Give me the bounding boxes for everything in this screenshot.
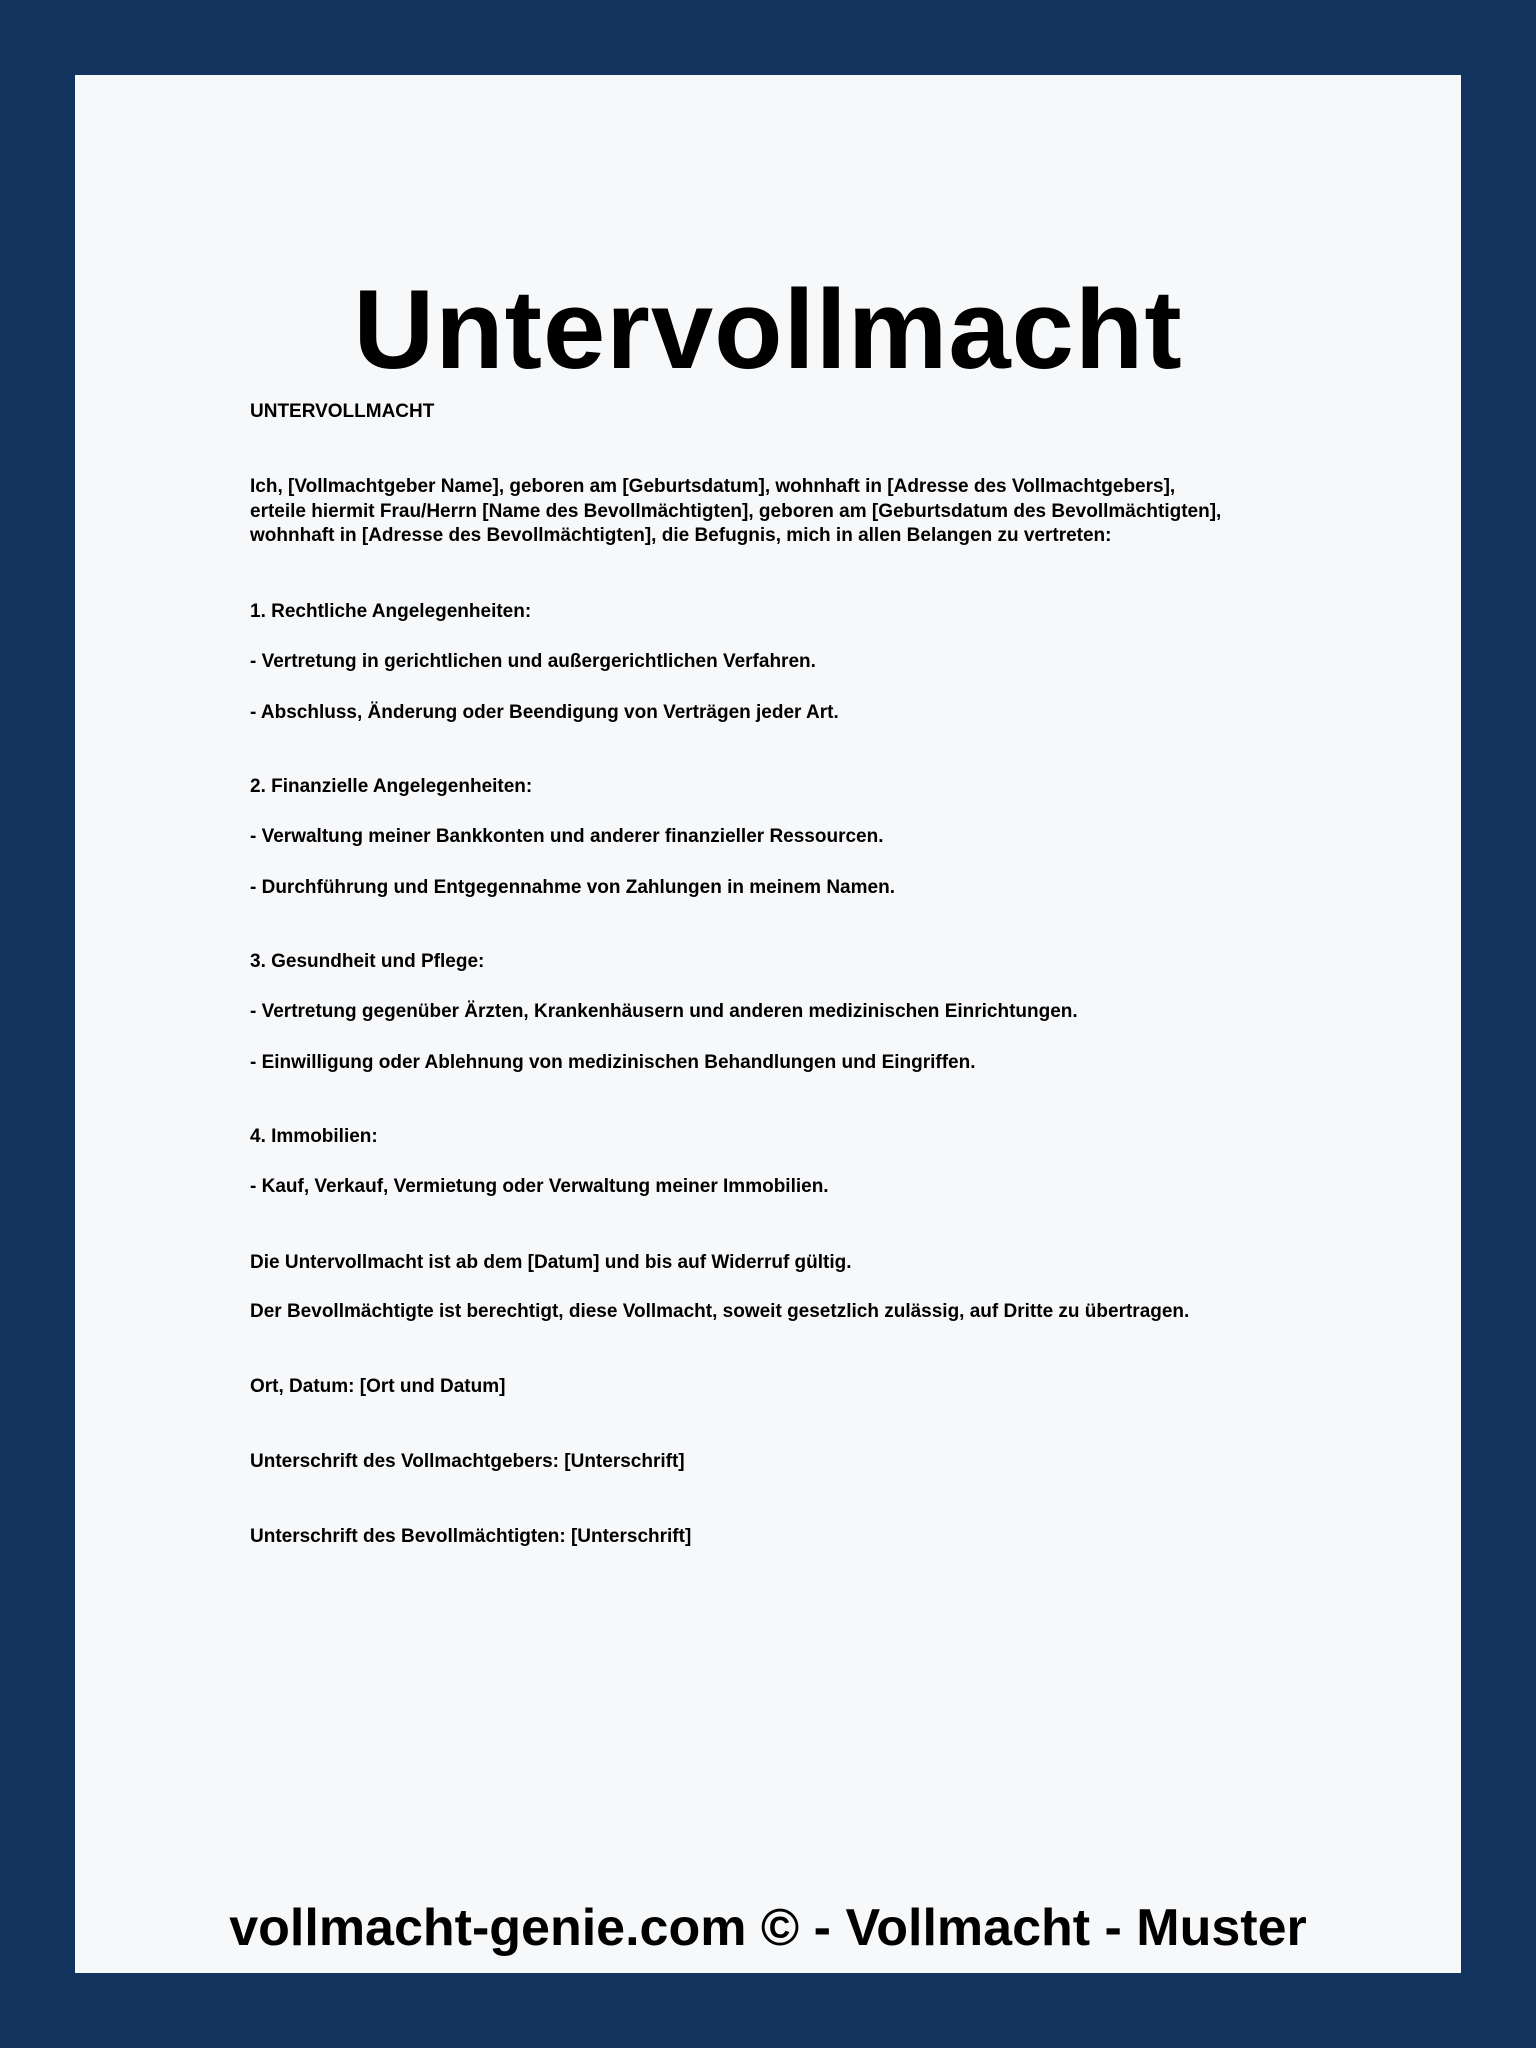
section-item: - Vertretung gegenüber Ärzten, Krankenhäusern und anderen medizinischen Einrichtungen.	[250, 1001, 1078, 1022]
document-title: Untervollmacht	[353, 267, 1183, 392]
section-item: - Verwaltung meiner Bankkonten und anderer finanzieller Ressourcen.	[250, 826, 884, 847]
place-date: Ort, Datum: [Ort und Datum]	[250, 1376, 506, 1397]
section-heading: 4. Immobilien:	[250, 1126, 378, 1147]
footer-watermark: vollmacht-genie.com © - Vollmacht - Muster	[229, 1899, 1307, 1957]
section-item: - Durchführung und Entgegennahme von Zahlungen in meinem Namen.	[250, 877, 895, 898]
section-heading: 1. Rechtliche Angelegenheiten:	[250, 601, 532, 622]
document-page	[75, 75, 1461, 1973]
intro-line: erteile hiermit Frau/Herrn [Name des Bevollmächtigten], geboren am [Geburtsdatum des Bevollmächtigten],	[250, 501, 1222, 522]
signature-agent: Unterschrift des Bevollmächtigten: [Unterschrift]	[250, 1526, 692, 1547]
section-item: - Einwilligung oder Ablehnung von medizinischen Behandlungen und Eingriffen.	[250, 1052, 976, 1073]
validity-text: Die Untervollmacht ist ab dem [Datum] und bis auf Widerruf gültig.	[250, 1252, 852, 1273]
document-heading: UNTERVOLLMACHT	[250, 401, 435, 422]
section-item: - Kauf, Verkauf, Vermietung oder Verwaltung meiner Immobilien.	[250, 1176, 829, 1197]
section-heading: 3. Gesundheit und Pflege:	[250, 951, 485, 972]
section-heading: 2. Finanzielle Angelegenheiten:	[250, 776, 533, 797]
section-item: - Abschluss, Änderung oder Beendigung von Verträgen jeder Art.	[250, 702, 839, 723]
section-item: - Vertretung in gerichtlichen und außergerichtlichen Verfahren.	[250, 651, 816, 672]
transfer-text: Der Bevollmächtigte ist berechtigt, diese Vollmacht, soweit gesetzlich zulässig, auf Dritte zu übertragen.	[250, 1301, 1190, 1322]
signature-grantor: Unterschrift des Vollmachtgebers: [Unterschrift]	[250, 1451, 685, 1472]
intro-line: wohnhaft in [Adresse des Bevollmächtigten], die Befugnis, mich in allen Belangen zu vertreten:	[250, 525, 1112, 546]
intro-line: Ich, [Vollmachtgeber Name], geboren am [Geburtsdatum], wohnhaft in [Adresse des Vollmachtgebers],	[250, 476, 1176, 497]
